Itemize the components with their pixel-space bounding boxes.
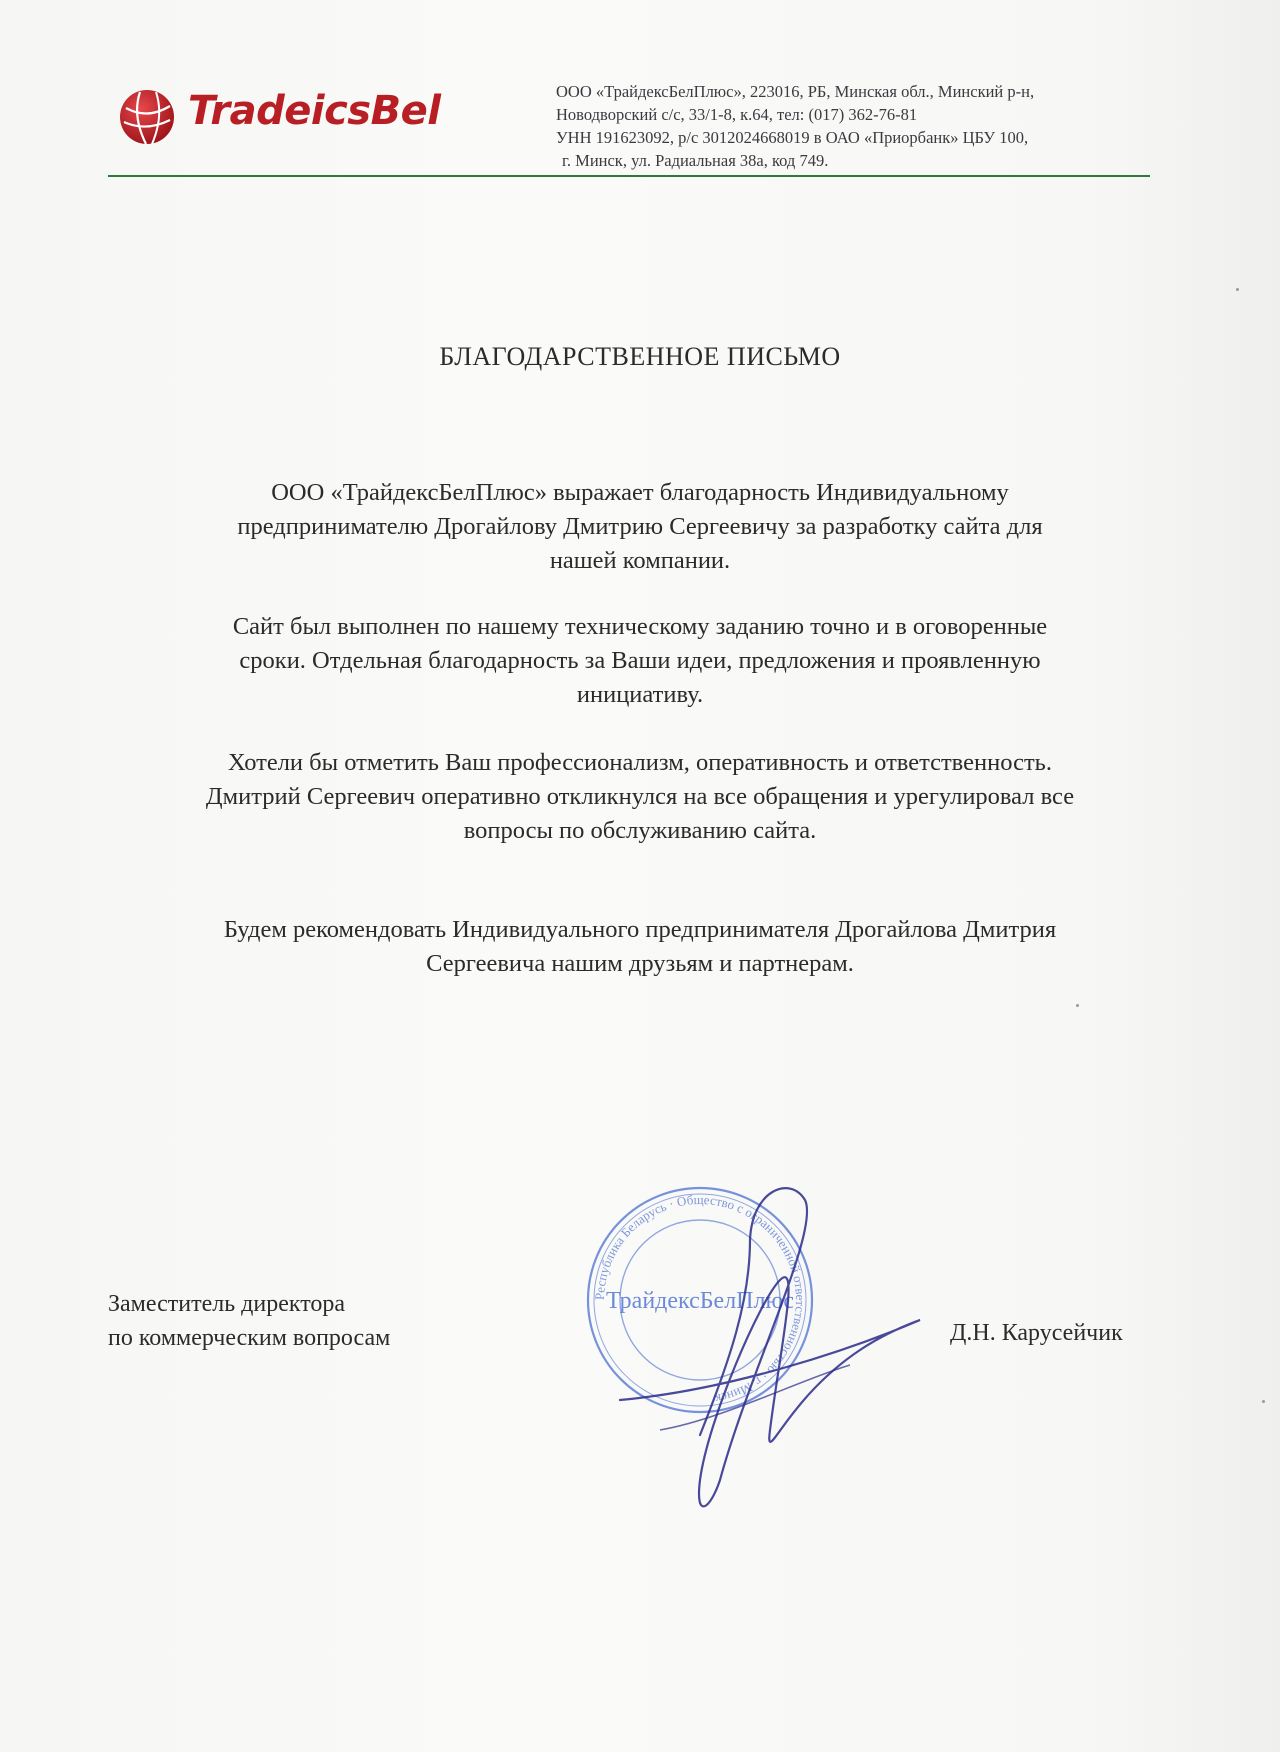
paragraph-line: вопросы по обслуживанию сайта. (463, 817, 817, 844)
paragraph-line: Хотели бы отметить Ваш профессионализм, оперативность и ответственность. (228, 749, 1052, 776)
header-divider (108, 175, 1150, 177)
body-paragraph (100, 746, 1180, 848)
contact-line: УНН 191623092, р/с 3012024668019 в ОАО «Приорбанк» ЦБУ 100, (556, 128, 1029, 147)
position-line: Заместитель директора (108, 1291, 346, 1317)
company-logo (116, 86, 486, 148)
paragraph-line: нашей компании. (549, 547, 731, 574)
letter-title: БЛАГОДАРСТВЕННОЕ ПИСЬМО (439, 342, 841, 371)
paragraph-line: предпринимателю Дрогайлову Дмитрию Сергеевичу за разработку сайта для (237, 513, 1043, 540)
paragraph-line: ООО «ТрайдексБелПлюс» выражает благодарность Индивидуальному (271, 479, 1009, 506)
body-paragraph (100, 913, 1180, 981)
body-paragraph (100, 610, 1180, 712)
scan-speck (1076, 1004, 1079, 1007)
contact-line: г. Минск, ул. Радиальная 38а, код 749. (562, 151, 829, 170)
handwritten-signature (600, 1180, 940, 1520)
stamp-center-text: ТрайдексБелПлюс (605, 1288, 795, 1314)
paragraph-line: Сайт был выполнен по нашему техническому заданию точно и в оговоренные (232, 613, 1048, 640)
paragraph-line: Дмитрий Сергеевич оперативно откликнулся на все обращения и урегулировал все (205, 783, 1075, 810)
paragraph-line: Сергеевича нашим друзьям и партнерам. (426, 950, 854, 977)
paragraph-line: сроки. Отдельная благодарность за Ваши идеи, предложения и проявленную (239, 647, 1041, 674)
logo-wordmark: TradeicsBel (188, 88, 441, 134)
scan-speck (1236, 288, 1239, 291)
body-paragraph (100, 476, 1180, 578)
signatory-position (108, 1287, 390, 1355)
contact-line: Новодворский с/с, 33/1-8, к.64, тел: (017) 362-76-81 (556, 105, 918, 124)
company-contact-block (556, 80, 1156, 172)
signatory-name: Д.Н. Карусейчик (950, 1320, 1123, 1346)
contact-line: ООО «ТрайдексБелПлюс», 223016, РБ, Минская обл., Минский р-н, (556, 82, 1035, 101)
scan-speck (1262, 1400, 1265, 1403)
position-line: по коммерческим вопросам (108, 1325, 391, 1351)
stamp-ring-text: Республика Беларусь · Общество с ограниченной ответственностью · г. Минск (591, 1191, 809, 1407)
paragraph-line: Будем рекомендовать Индивидуального предпринимателя Дрогайлова Дмитрия (223, 916, 1057, 943)
globe-logo-icon (116, 86, 178, 148)
paragraph-line: инициативу. (576, 681, 704, 708)
